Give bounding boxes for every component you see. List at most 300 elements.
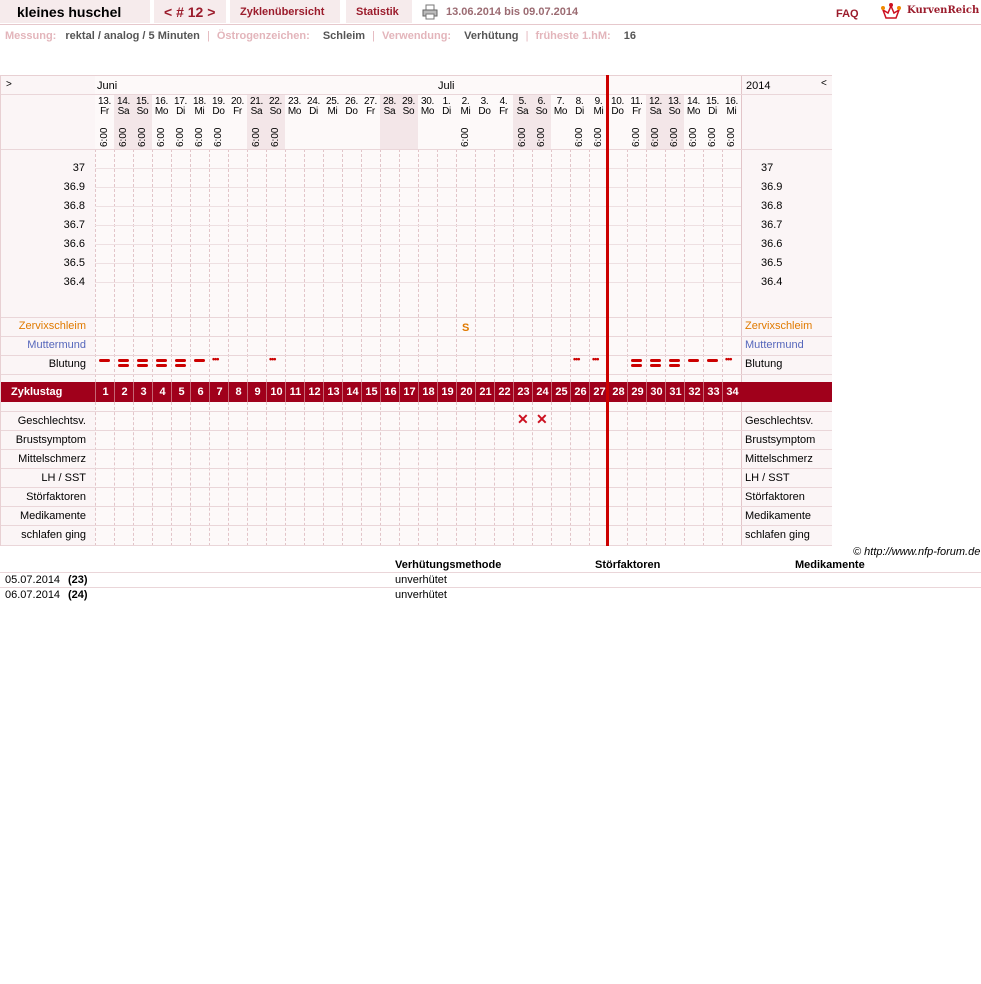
day-date: 2. bbox=[461, 96, 470, 107]
day-date: 23. bbox=[287, 96, 301, 107]
cycle-day-number[interactable]: 16 bbox=[380, 382, 400, 402]
bleeding-mark-spotting: ••• bbox=[725, 354, 732, 364]
day-header[interactable] bbox=[152, 97, 171, 117]
day-header[interactable] bbox=[95, 97, 114, 117]
date-range: 13.06.2014 bis 09.07.2014 bbox=[446, 6, 579, 18]
day-date: 21. bbox=[249, 96, 263, 107]
grid-hline bbox=[1, 355, 832, 356]
day-weekday: Sa bbox=[250, 106, 263, 117]
bleeding-mark-heavy bbox=[137, 359, 148, 362]
grid-hline bbox=[1, 336, 832, 337]
cycle-day-number[interactable]: 15 bbox=[361, 382, 381, 402]
separator: | bbox=[206, 30, 210, 42]
faq-link[interactable]: FAQ bbox=[836, 8, 859, 20]
day-header[interactable] bbox=[475, 97, 494, 117]
table-row bbox=[0, 588, 981, 603]
measure-time: 6:00 bbox=[99, 127, 110, 147]
day-weekday: Mi bbox=[593, 106, 604, 117]
measure-time: 6:00 bbox=[118, 127, 129, 147]
grid-vline bbox=[380, 149, 381, 382]
brand-name[interactable]: KurvenReich bbox=[907, 5, 980, 16]
row-cycleday: (23) bbox=[68, 574, 88, 586]
col-disturb: Störfaktoren bbox=[595, 559, 661, 571]
day-date: 13. bbox=[97, 96, 111, 107]
day-date: 14. bbox=[686, 96, 700, 107]
label-meds-right: Medikamente bbox=[745, 510, 812, 522]
cycle-day-number[interactable]: 20 bbox=[456, 382, 476, 402]
day-header[interactable] bbox=[722, 97, 741, 117]
grid-vline bbox=[152, 149, 153, 382]
grid-vline bbox=[323, 149, 324, 382]
bleeding-mark-light bbox=[707, 359, 718, 362]
cycle-day-number[interactable]: 23 bbox=[513, 382, 533, 402]
grid-vline bbox=[475, 149, 476, 382]
grid-vline bbox=[665, 149, 666, 382]
day-date: 8. bbox=[575, 96, 584, 107]
cycle-day-number[interactable]: 29 bbox=[627, 382, 647, 402]
cycle-day-number[interactable]: 1 bbox=[95, 382, 115, 402]
temp-tick-label: 36.7 bbox=[63, 219, 85, 231]
temp-tick-label-right: 36.9 bbox=[761, 181, 783, 193]
day-weekday: Do bbox=[478, 106, 491, 117]
day-date: 17. bbox=[173, 96, 187, 107]
day-weekday: Fr bbox=[233, 106, 242, 117]
day-date: 9. bbox=[594, 96, 603, 107]
cycle-day-number[interactable]: 18 bbox=[418, 382, 438, 402]
day-date: 13. bbox=[667, 96, 681, 107]
day-header[interactable] bbox=[627, 97, 646, 117]
day-weekday: So bbox=[269, 106, 282, 117]
cycle-day-number[interactable]: 13 bbox=[323, 382, 343, 402]
measure-value: rektal / analog / 5 Minuten bbox=[65, 30, 200, 42]
day-date: 26. bbox=[344, 96, 358, 107]
grid-hline bbox=[1, 411, 832, 412]
day-weekday: Do bbox=[345, 106, 358, 117]
label-sex: Geschlechtsv. bbox=[17, 415, 86, 427]
day-header[interactable] bbox=[399, 97, 418, 117]
measure-time: 6:00 bbox=[194, 127, 205, 147]
bleeding-mark-spotting: ••• bbox=[592, 354, 599, 364]
grid-vline bbox=[456, 149, 457, 382]
label-midpain: Mittelschmerz bbox=[18, 453, 86, 465]
cycle-day-number[interactable]: 7 bbox=[209, 382, 229, 402]
grid-vline bbox=[494, 149, 495, 382]
col-method: Verhütungsmethode bbox=[395, 559, 502, 571]
grid-vline bbox=[418, 149, 419, 382]
day-weekday: Mi bbox=[327, 106, 338, 117]
day-date: 30. bbox=[420, 96, 434, 107]
day-weekday: Do bbox=[611, 106, 624, 117]
temp-tick-label-right: 36.4 bbox=[761, 276, 783, 288]
temp-tick-label-right: 36.8 bbox=[761, 200, 783, 212]
day-header[interactable] bbox=[494, 97, 513, 117]
day-date: 16. bbox=[724, 96, 738, 107]
cycle-day-number[interactable]: 31 bbox=[665, 382, 685, 402]
day-weekday: Mo bbox=[154, 106, 169, 117]
grid-vline bbox=[532, 149, 533, 382]
earliest-value: 16 bbox=[623, 30, 637, 42]
day-header[interactable] bbox=[380, 97, 399, 117]
grid-vline bbox=[190, 149, 191, 382]
measure-time: 6:00 bbox=[631, 127, 642, 147]
day-date: 6. bbox=[537, 96, 546, 107]
grid-vline bbox=[722, 149, 723, 382]
cycle-day-number[interactable]: 5 bbox=[171, 382, 191, 402]
label-lh: LH / SST bbox=[41, 472, 86, 484]
bleeding-mark-heavy bbox=[175, 364, 186, 367]
day-header[interactable] bbox=[323, 97, 342, 117]
day-header[interactable] bbox=[551, 97, 570, 117]
use-label: Verwendung: bbox=[382, 30, 452, 42]
day-weekday: Sa bbox=[516, 106, 529, 117]
temp-gridline bbox=[95, 187, 741, 188]
cycle-day-number[interactable]: 28 bbox=[608, 382, 628, 402]
label-mouth-right: Muttermund bbox=[745, 339, 804, 351]
temp-gridline bbox=[95, 225, 741, 226]
day-date: 16. bbox=[154, 96, 168, 107]
temp-tick-label: 36.8 bbox=[63, 200, 85, 212]
day-date: 7. bbox=[556, 96, 565, 107]
day-date: 10. bbox=[610, 96, 624, 107]
day-header[interactable] bbox=[190, 97, 209, 117]
label-bleeding: Blutung bbox=[48, 358, 86, 370]
cycle-day-number[interactable]: 8 bbox=[228, 382, 248, 402]
day-weekday: So bbox=[402, 106, 415, 117]
grid-vline bbox=[247, 149, 248, 382]
row-date: 06.07.2014 bbox=[5, 589, 61, 601]
measure-time: 6:00 bbox=[574, 127, 585, 147]
grid-hline bbox=[1, 449, 832, 450]
day-weekday: Mo bbox=[420, 106, 435, 117]
measure-time: 6:00 bbox=[156, 127, 167, 147]
measurement-info bbox=[5, 30, 636, 42]
day-date: 11. bbox=[630, 96, 643, 107]
tab-statistics[interactable] bbox=[346, 0, 412, 23]
cycle-day-number[interactable]: 12 bbox=[304, 382, 324, 402]
day-date: 25. bbox=[325, 96, 339, 107]
estrogen-label: Östrogenzeichen: bbox=[216, 30, 310, 42]
day-header[interactable] bbox=[285, 97, 304, 117]
row-method: unverhütet bbox=[395, 574, 447, 586]
day-weekday: Di bbox=[708, 106, 717, 117]
day-weekday: Di bbox=[575, 106, 584, 117]
day-header[interactable] bbox=[532, 97, 551, 117]
bleeding-mark-heavy bbox=[175, 359, 186, 362]
day-date: 15. bbox=[135, 96, 149, 107]
row-method: unverhütet bbox=[395, 589, 447, 601]
cycle-day-number[interactable]: 34 bbox=[722, 382, 742, 402]
day-weekday: Sa bbox=[383, 106, 396, 117]
grid-vline bbox=[304, 149, 305, 382]
title-block bbox=[0, 0, 150, 23]
day-header[interactable] bbox=[646, 97, 665, 117]
label-mouth: Muttermund bbox=[27, 339, 86, 351]
grid-vline bbox=[513, 149, 514, 382]
cycle-day-number[interactable]: 30 bbox=[646, 382, 666, 402]
day-header[interactable] bbox=[342, 97, 361, 117]
measure-time: 6:00 bbox=[536, 127, 547, 147]
cycle-day-number[interactable]: 21 bbox=[475, 382, 495, 402]
day-weekday: Sa bbox=[649, 106, 662, 117]
label-lh-right: LH / SST bbox=[745, 472, 790, 484]
month-june: Juni bbox=[97, 80, 118, 92]
label-cervix: Zervixschleim bbox=[18, 320, 86, 332]
separator: | bbox=[372, 30, 375, 42]
cycle-day-number[interactable]: 4 bbox=[152, 382, 172, 402]
day-date: 27. bbox=[363, 96, 377, 107]
day-date: 1. bbox=[442, 96, 451, 107]
measure-time: 6:00 bbox=[175, 127, 186, 147]
measure-time: 6:00 bbox=[669, 127, 680, 147]
grid-hline bbox=[1, 374, 832, 375]
grid-vline bbox=[95, 149, 96, 382]
temp-tick-label: 36.6 bbox=[63, 238, 85, 250]
separator: | bbox=[525, 30, 529, 42]
cycle-day-row bbox=[1, 382, 832, 402]
temp-gridline bbox=[95, 244, 741, 245]
day-header[interactable] bbox=[228, 97, 247, 117]
grid-vline bbox=[114, 149, 115, 382]
grid-hline bbox=[1, 545, 832, 546]
bleeding-mark-heavy bbox=[156, 359, 167, 362]
cycle-chart bbox=[0, 75, 832, 546]
day-weekday: Mo bbox=[287, 106, 302, 117]
temp-tick-label-right: 37 bbox=[761, 162, 774, 174]
bleeding-mark-heavy bbox=[631, 359, 642, 362]
cycle-day-number[interactable]: 24 bbox=[532, 382, 552, 402]
tab-overview-label[interactable]: Zyklenübersicht bbox=[240, 6, 325, 18]
day-weekday: Mi bbox=[460, 106, 471, 117]
day-date: 5. bbox=[518, 96, 527, 107]
grid-hline bbox=[1, 149, 832, 150]
grid-hline bbox=[1, 317, 832, 318]
day-date: 19. bbox=[211, 96, 225, 107]
day-header[interactable] bbox=[703, 97, 722, 117]
temp-tick-label: 36.5 bbox=[63, 257, 85, 269]
table-row bbox=[0, 573, 981, 588]
day-header[interactable] bbox=[266, 97, 285, 117]
grid-hline bbox=[1, 487, 832, 488]
col-meds: Medikamente bbox=[795, 559, 865, 571]
use-value: Verhütung bbox=[464, 30, 519, 42]
bleeding-mark-light bbox=[194, 359, 205, 362]
printer-icon[interactable] bbox=[422, 4, 438, 20]
cycle-day-number[interactable]: 32 bbox=[684, 382, 704, 402]
cycle-day-number[interactable]: 17 bbox=[399, 382, 419, 402]
cycle-nav-block[interactable] bbox=[154, 0, 226, 23]
tab-statistics-label[interactable]: Statistik bbox=[356, 6, 399, 18]
grid-vline bbox=[399, 149, 400, 382]
day-header[interactable] bbox=[361, 97, 380, 117]
bleeding-mark-heavy bbox=[118, 364, 129, 367]
bleeding-mark-spotting: ••• bbox=[269, 354, 276, 364]
label-meds: Medikamente bbox=[19, 510, 86, 522]
crown-logo-icon bbox=[880, 2, 902, 20]
grid-vline bbox=[570, 149, 571, 382]
measure-time: 6:00 bbox=[650, 127, 661, 147]
day-date: 12. bbox=[648, 96, 662, 107]
day-weekday: Fr bbox=[499, 106, 508, 117]
day-date: 3. bbox=[480, 96, 489, 107]
day-weekday: Fr bbox=[100, 106, 109, 117]
bleeding-mark-spotting: ••• bbox=[573, 354, 580, 364]
header bbox=[0, 0, 981, 25]
nav-prev[interactable]: > bbox=[6, 79, 12, 90]
bleeding-mark-light bbox=[688, 359, 699, 362]
copyright: © http://www.nfp-forum.de bbox=[853, 546, 981, 558]
grid-vline bbox=[551, 149, 552, 382]
bleeding-mark-heavy bbox=[156, 364, 167, 367]
day-date: 20. bbox=[230, 96, 244, 107]
label-cycleday: Zyklustag bbox=[11, 386, 63, 398]
grid-vline bbox=[171, 149, 172, 382]
row-cycleday: (24) bbox=[68, 589, 88, 601]
measure-time: 6:00 bbox=[593, 127, 604, 147]
day-date: 29. bbox=[401, 96, 415, 107]
bleeding-mark-spotting: ••• bbox=[212, 354, 219, 364]
measure-time: 6:00 bbox=[270, 127, 281, 147]
day-date: 4. bbox=[499, 96, 508, 107]
label-disturb: Störfaktoren bbox=[26, 491, 86, 503]
label-cervix-right: Zervixschleim bbox=[745, 320, 813, 332]
day-weekday: So bbox=[535, 106, 548, 117]
bleeding-mark-heavy bbox=[669, 359, 680, 362]
cycle-day-number[interactable]: 27 bbox=[589, 382, 609, 402]
day-header[interactable] bbox=[304, 97, 323, 117]
temp-tick-label-right: 36.5 bbox=[761, 257, 783, 269]
grid-vline bbox=[646, 149, 647, 382]
day-header[interactable] bbox=[608, 97, 627, 117]
day-date: 22. bbox=[268, 96, 282, 107]
day-header[interactable] bbox=[209, 97, 228, 117]
day-header[interactable] bbox=[570, 97, 589, 117]
day-weekday: Mi bbox=[194, 106, 205, 117]
day-header[interactable] bbox=[171, 97, 190, 117]
row-date: 05.07.2014 bbox=[5, 574, 61, 586]
day-weekday: So bbox=[136, 106, 149, 117]
temp-tick-label: 36.9 bbox=[63, 181, 85, 193]
measure-time: 6:00 bbox=[707, 127, 718, 147]
grid-vline bbox=[285, 149, 286, 382]
month-july: Juli bbox=[438, 80, 455, 92]
grid-hline bbox=[1, 506, 832, 507]
grid-vline bbox=[684, 149, 685, 382]
cycle-day-number[interactable]: 14 bbox=[342, 382, 362, 402]
label-bleeding-right: Blutung bbox=[745, 358, 783, 370]
grid-vline bbox=[228, 149, 229, 382]
day-date: 15. bbox=[705, 96, 719, 107]
day-weekday: Do bbox=[212, 106, 225, 117]
current-day-line bbox=[606, 75, 609, 546]
measure-time: 6:00 bbox=[726, 127, 737, 147]
grid-vline bbox=[209, 149, 210, 382]
temp-tick-label-right: 36.7 bbox=[761, 219, 783, 231]
day-weekday: Di bbox=[309, 106, 318, 117]
day-header[interactable] bbox=[418, 97, 437, 117]
grid-vline bbox=[589, 149, 590, 382]
cycle-day-number[interactable]: 26 bbox=[570, 382, 590, 402]
grid-vline bbox=[741, 149, 742, 382]
label-sex-right: Geschlechtsv. bbox=[745, 415, 814, 427]
cycle-day-number[interactable]: 25 bbox=[551, 382, 571, 402]
measure-time: 6:00 bbox=[137, 127, 148, 147]
page-title: kleines huschel bbox=[17, 4, 122, 20]
grid-vline bbox=[437, 149, 438, 382]
label-midpain-right: Mittelschmerz bbox=[745, 453, 813, 465]
measure-time: 6:00 bbox=[213, 127, 224, 147]
day-header[interactable] bbox=[114, 97, 133, 117]
cycle-day-number[interactable]: 10 bbox=[266, 382, 286, 402]
day-date: 14. bbox=[116, 96, 130, 107]
day-header[interactable] bbox=[133, 97, 152, 117]
bleeding-mark-heavy bbox=[137, 364, 148, 367]
day-weekday: Sa bbox=[117, 106, 130, 117]
day-weekday: Fr bbox=[366, 106, 375, 117]
temp-gridline bbox=[95, 263, 741, 264]
label-sleep-right: schlafen ging bbox=[745, 529, 810, 541]
day-header[interactable] bbox=[247, 97, 266, 117]
bleeding-mark-heavy bbox=[631, 364, 642, 367]
temp-tick-label: 37 bbox=[72, 162, 85, 174]
day-date: 24. bbox=[306, 96, 320, 107]
measure-label: Messung: bbox=[5, 30, 57, 42]
cycle-day-number[interactable]: 3 bbox=[133, 382, 153, 402]
grid-vline bbox=[361, 149, 362, 382]
day-header[interactable] bbox=[665, 97, 684, 117]
day-header[interactable] bbox=[456, 97, 475, 117]
grid-hline bbox=[1, 525, 832, 526]
tab-overview[interactable] bbox=[230, 0, 340, 23]
cycle-day-number[interactable]: 22 bbox=[494, 382, 514, 402]
day-weekday: Mo bbox=[686, 106, 701, 117]
measure-time: 6:00 bbox=[517, 127, 528, 147]
measure-time: 6:00 bbox=[251, 127, 262, 147]
bleeding-mark-heavy bbox=[650, 364, 661, 367]
day-header[interactable] bbox=[437, 97, 456, 117]
grid-vline bbox=[266, 149, 267, 382]
grid-hline bbox=[1, 468, 832, 469]
cycle-day-number[interactable]: 2 bbox=[114, 382, 134, 402]
label-sleep: schlafen ging bbox=[21, 529, 86, 541]
label-breast: Brustsymptom bbox=[15, 434, 86, 446]
day-weekday: Fr bbox=[632, 106, 641, 117]
bleeding-mark-heavy bbox=[650, 359, 661, 362]
day-header[interactable] bbox=[513, 97, 532, 117]
cycle-day-number[interactable]: 11 bbox=[285, 382, 305, 402]
grid-hline bbox=[1, 430, 832, 431]
year-label: 2014 bbox=[746, 80, 771, 92]
bleeding-mark-light bbox=[99, 359, 110, 362]
cycle-day-number[interactable]: 19 bbox=[437, 382, 457, 402]
cycle-day-number[interactable]: 9 bbox=[247, 382, 267, 402]
day-weekday: Mi bbox=[726, 106, 737, 117]
temp-gridline bbox=[95, 168, 741, 169]
cycle-day-number[interactable]: 33 bbox=[703, 382, 723, 402]
day-weekday: Mo bbox=[553, 106, 568, 117]
cycle-nav[interactable]: < # 12 > bbox=[164, 4, 216, 20]
estrogen-value: Schleim bbox=[322, 30, 366, 42]
nav-next[interactable]: < bbox=[821, 78, 827, 89]
day-header[interactable] bbox=[684, 97, 703, 117]
day-date: 18. bbox=[192, 96, 206, 107]
temp-tick-label: 36.4 bbox=[63, 276, 85, 288]
day-weekday: So bbox=[668, 106, 681, 117]
bleeding-mark-heavy bbox=[669, 364, 680, 367]
bleeding-mark-heavy bbox=[118, 359, 129, 362]
measure-time: 6:00 bbox=[688, 127, 699, 147]
cycle-day-number[interactable]: 6 bbox=[190, 382, 210, 402]
intercourse-mark: ✕ bbox=[536, 411, 548, 427]
